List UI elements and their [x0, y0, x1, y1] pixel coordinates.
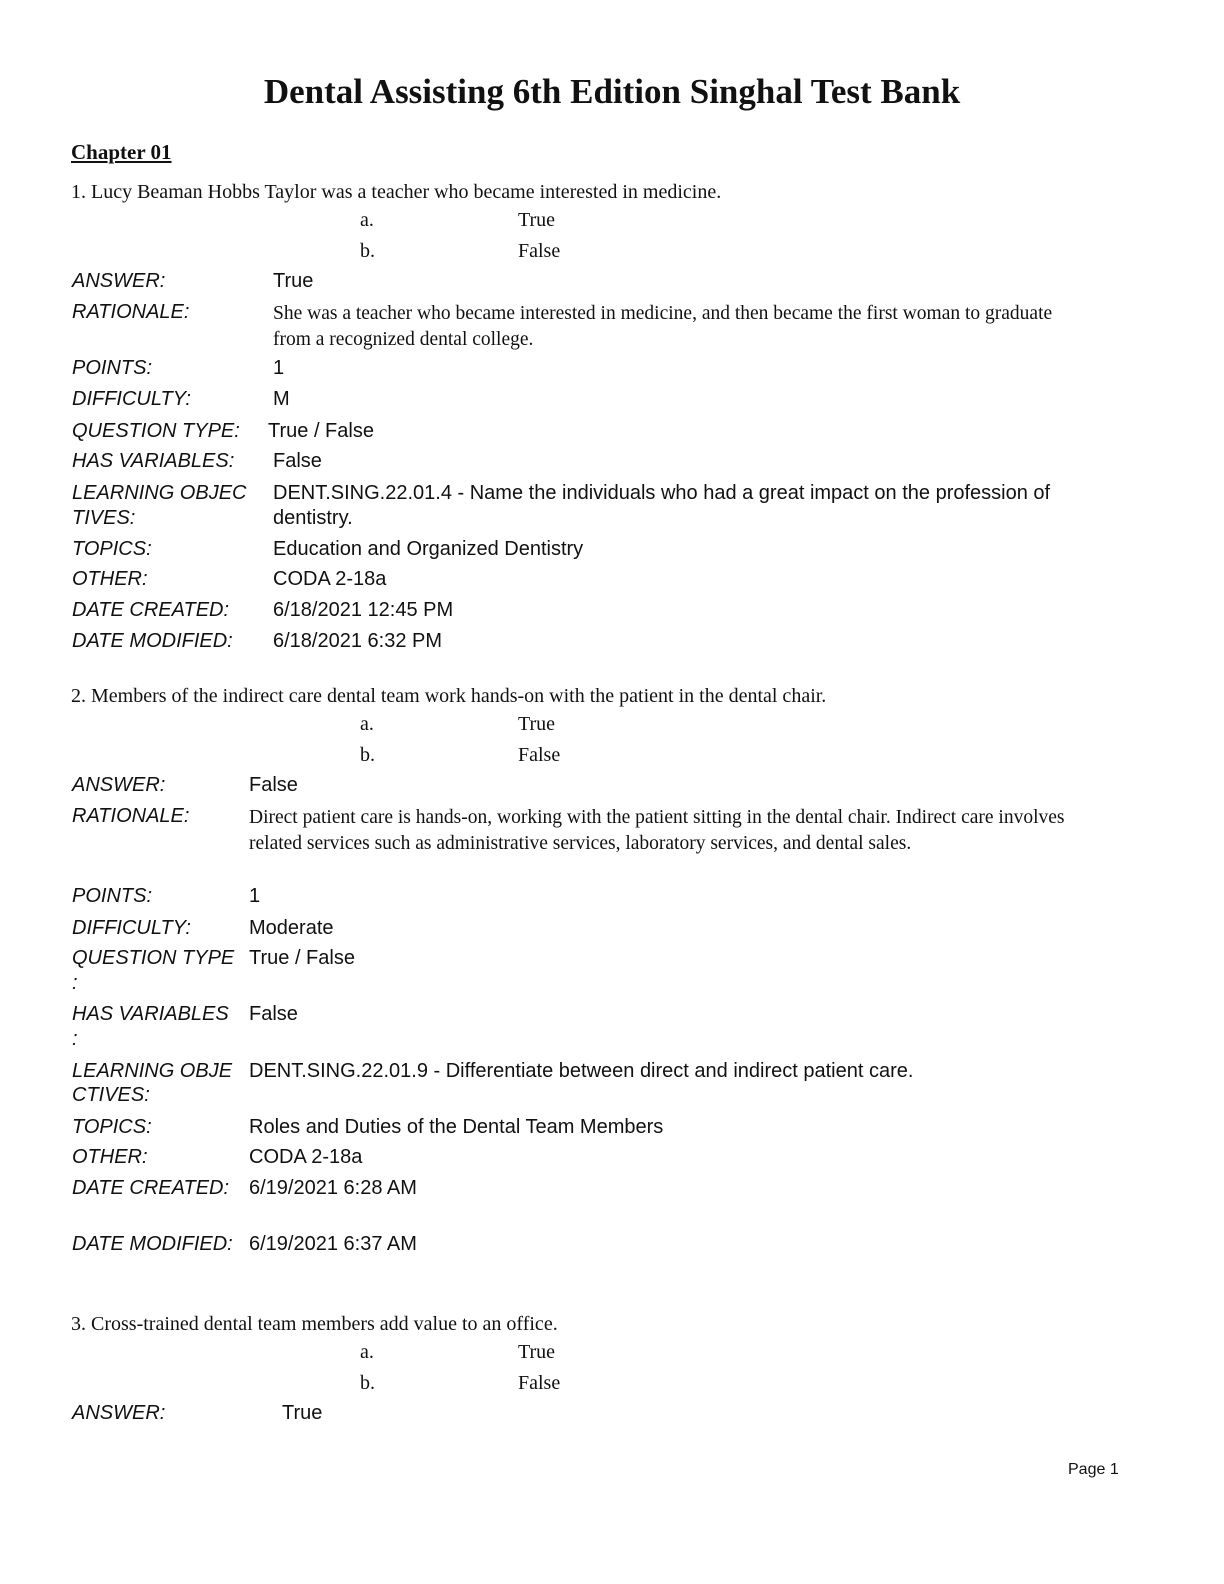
document-title: Dental Assisting 6th Edition Singhal Test Bank: [263, 72, 961, 111]
other-label: OTHER:: [72, 568, 148, 590]
difficulty-label: DIFFICULTY:: [72, 917, 191, 939]
date-created-value: 6/19/2021 6:28 AM: [249, 1177, 417, 1199]
difficulty-value: Moderate: [249, 917, 334, 939]
date-created-value: 6/18/2021 12:45 PM: [273, 599, 454, 621]
date-modified-value: 6/18/2021 6:32 PM: [273, 630, 443, 652]
rationale-value: Direct patient care is hands-on, working with the patient sitting in the dental chair. Indirect care involves related services such as administrative services, laboratory services, and dental sales.: [249, 807, 1065, 854]
topics-value: Roles and Duties of the Dental Team Members: [249, 1116, 664, 1138]
option-text: True: [518, 1341, 556, 1363]
option-letter: b.: [360, 240, 375, 262]
learning-objectives-label: LEARNING OBJE: [72, 1060, 233, 1082]
learning-objectives-label: TIVES:: [72, 507, 136, 529]
date-modified-label: DATE MODIFIED:: [72, 630, 233, 652]
option-text: True: [518, 713, 556, 735]
page-number: Page 1: [1068, 1461, 1119, 1478]
question-type-label: QUESTION TYPE:: [72, 420, 240, 442]
topics-label: TOPICS:: [72, 538, 152, 560]
option-text: False: [518, 1372, 561, 1394]
option-letter: b.: [360, 744, 375, 766]
date-created-label: DATE CREATED:: [72, 599, 230, 621]
points-label: POINTS:: [72, 885, 153, 907]
answer-value: False: [249, 774, 298, 796]
question-text: 2. Members of the indirect care dental team work hands-on with the patient in the dental chair.: [71, 685, 827, 707]
other-value: CODA 2-18a: [273, 568, 387, 590]
learning-objectives-label: LEARNING OBJEC: [72, 482, 247, 504]
option-text: True: [518, 209, 556, 231]
option-letter: a.: [360, 713, 374, 735]
option-text: False: [518, 240, 561, 262]
answer-label: ANSWER:: [72, 774, 166, 796]
question-text: 3. Cross-trained dental team members add value to an office.: [71, 1313, 558, 1335]
difficulty-label: DIFFICULTY:: [72, 388, 191, 410]
points-value: 1: [273, 357, 285, 379]
other-value: CODA 2-18a: [249, 1146, 363, 1168]
points-value: 1: [249, 885, 261, 907]
answer-label: ANSWER:: [72, 270, 166, 292]
date-created-label: DATE CREATED:: [72, 1177, 230, 1199]
has-variables-value: False: [273, 450, 322, 472]
question-type-value: True / False: [249, 947, 355, 969]
question-type-value: True / False: [268, 420, 374, 442]
date-modified-value: 6/19/2021 6:37 AM: [249, 1233, 417, 1255]
topics-value: Education and Organized Dentistry: [273, 538, 584, 560]
has-variables-label: :: [72, 1028, 78, 1050]
rationale-value: She was a teacher who became interested in medicine, and then became the first woman to graduate from a recognized dental college.: [273, 303, 1053, 350]
learning-objectives-value: dentistry.: [273, 507, 353, 529]
option-text: False: [518, 744, 561, 766]
date-modified-label: DATE MODIFIED:: [72, 1233, 233, 1255]
chapter-heading: Chapter 01: [71, 140, 172, 164]
learning-objectives-label: CTIVES:: [72, 1084, 150, 1106]
option-letter: a.: [360, 1341, 374, 1363]
learning-objectives-value: DENT.SING.22.01.4 - Name the individuals who had a great impact on the profession of: [273, 482, 1051, 504]
option-letter: a.: [360, 209, 374, 231]
answer-value: True: [282, 1402, 323, 1424]
answer-label: ANSWER:: [72, 1402, 166, 1424]
other-label: OTHER:: [72, 1146, 148, 1168]
has-variables-label: HAS VARIABLES: [72, 1003, 229, 1025]
question-type-label: :: [72, 972, 78, 994]
learning-objectives-value: DENT.SING.22.01.9 - Differentiate between direct and indirect patient care.: [249, 1060, 914, 1082]
rationale-label: RATIONALE:: [72, 301, 190, 323]
has-variables-label: HAS VARIABLES:: [72, 450, 235, 472]
question-type-label: QUESTION TYPE: [72, 947, 235, 969]
question-text: 1. Lucy Beaman Hobbs Taylor was a teacher who became interested in medicine.: [71, 181, 722, 203]
difficulty-value: M: [273, 388, 290, 410]
has-variables-value: False: [249, 1003, 298, 1025]
points-label: POINTS:: [72, 357, 153, 379]
rationale-label: RATIONALE:: [72, 805, 190, 827]
answer-value: True: [273, 270, 314, 292]
option-letter: b.: [360, 1372, 375, 1394]
topics-label: TOPICS:: [72, 1116, 152, 1138]
